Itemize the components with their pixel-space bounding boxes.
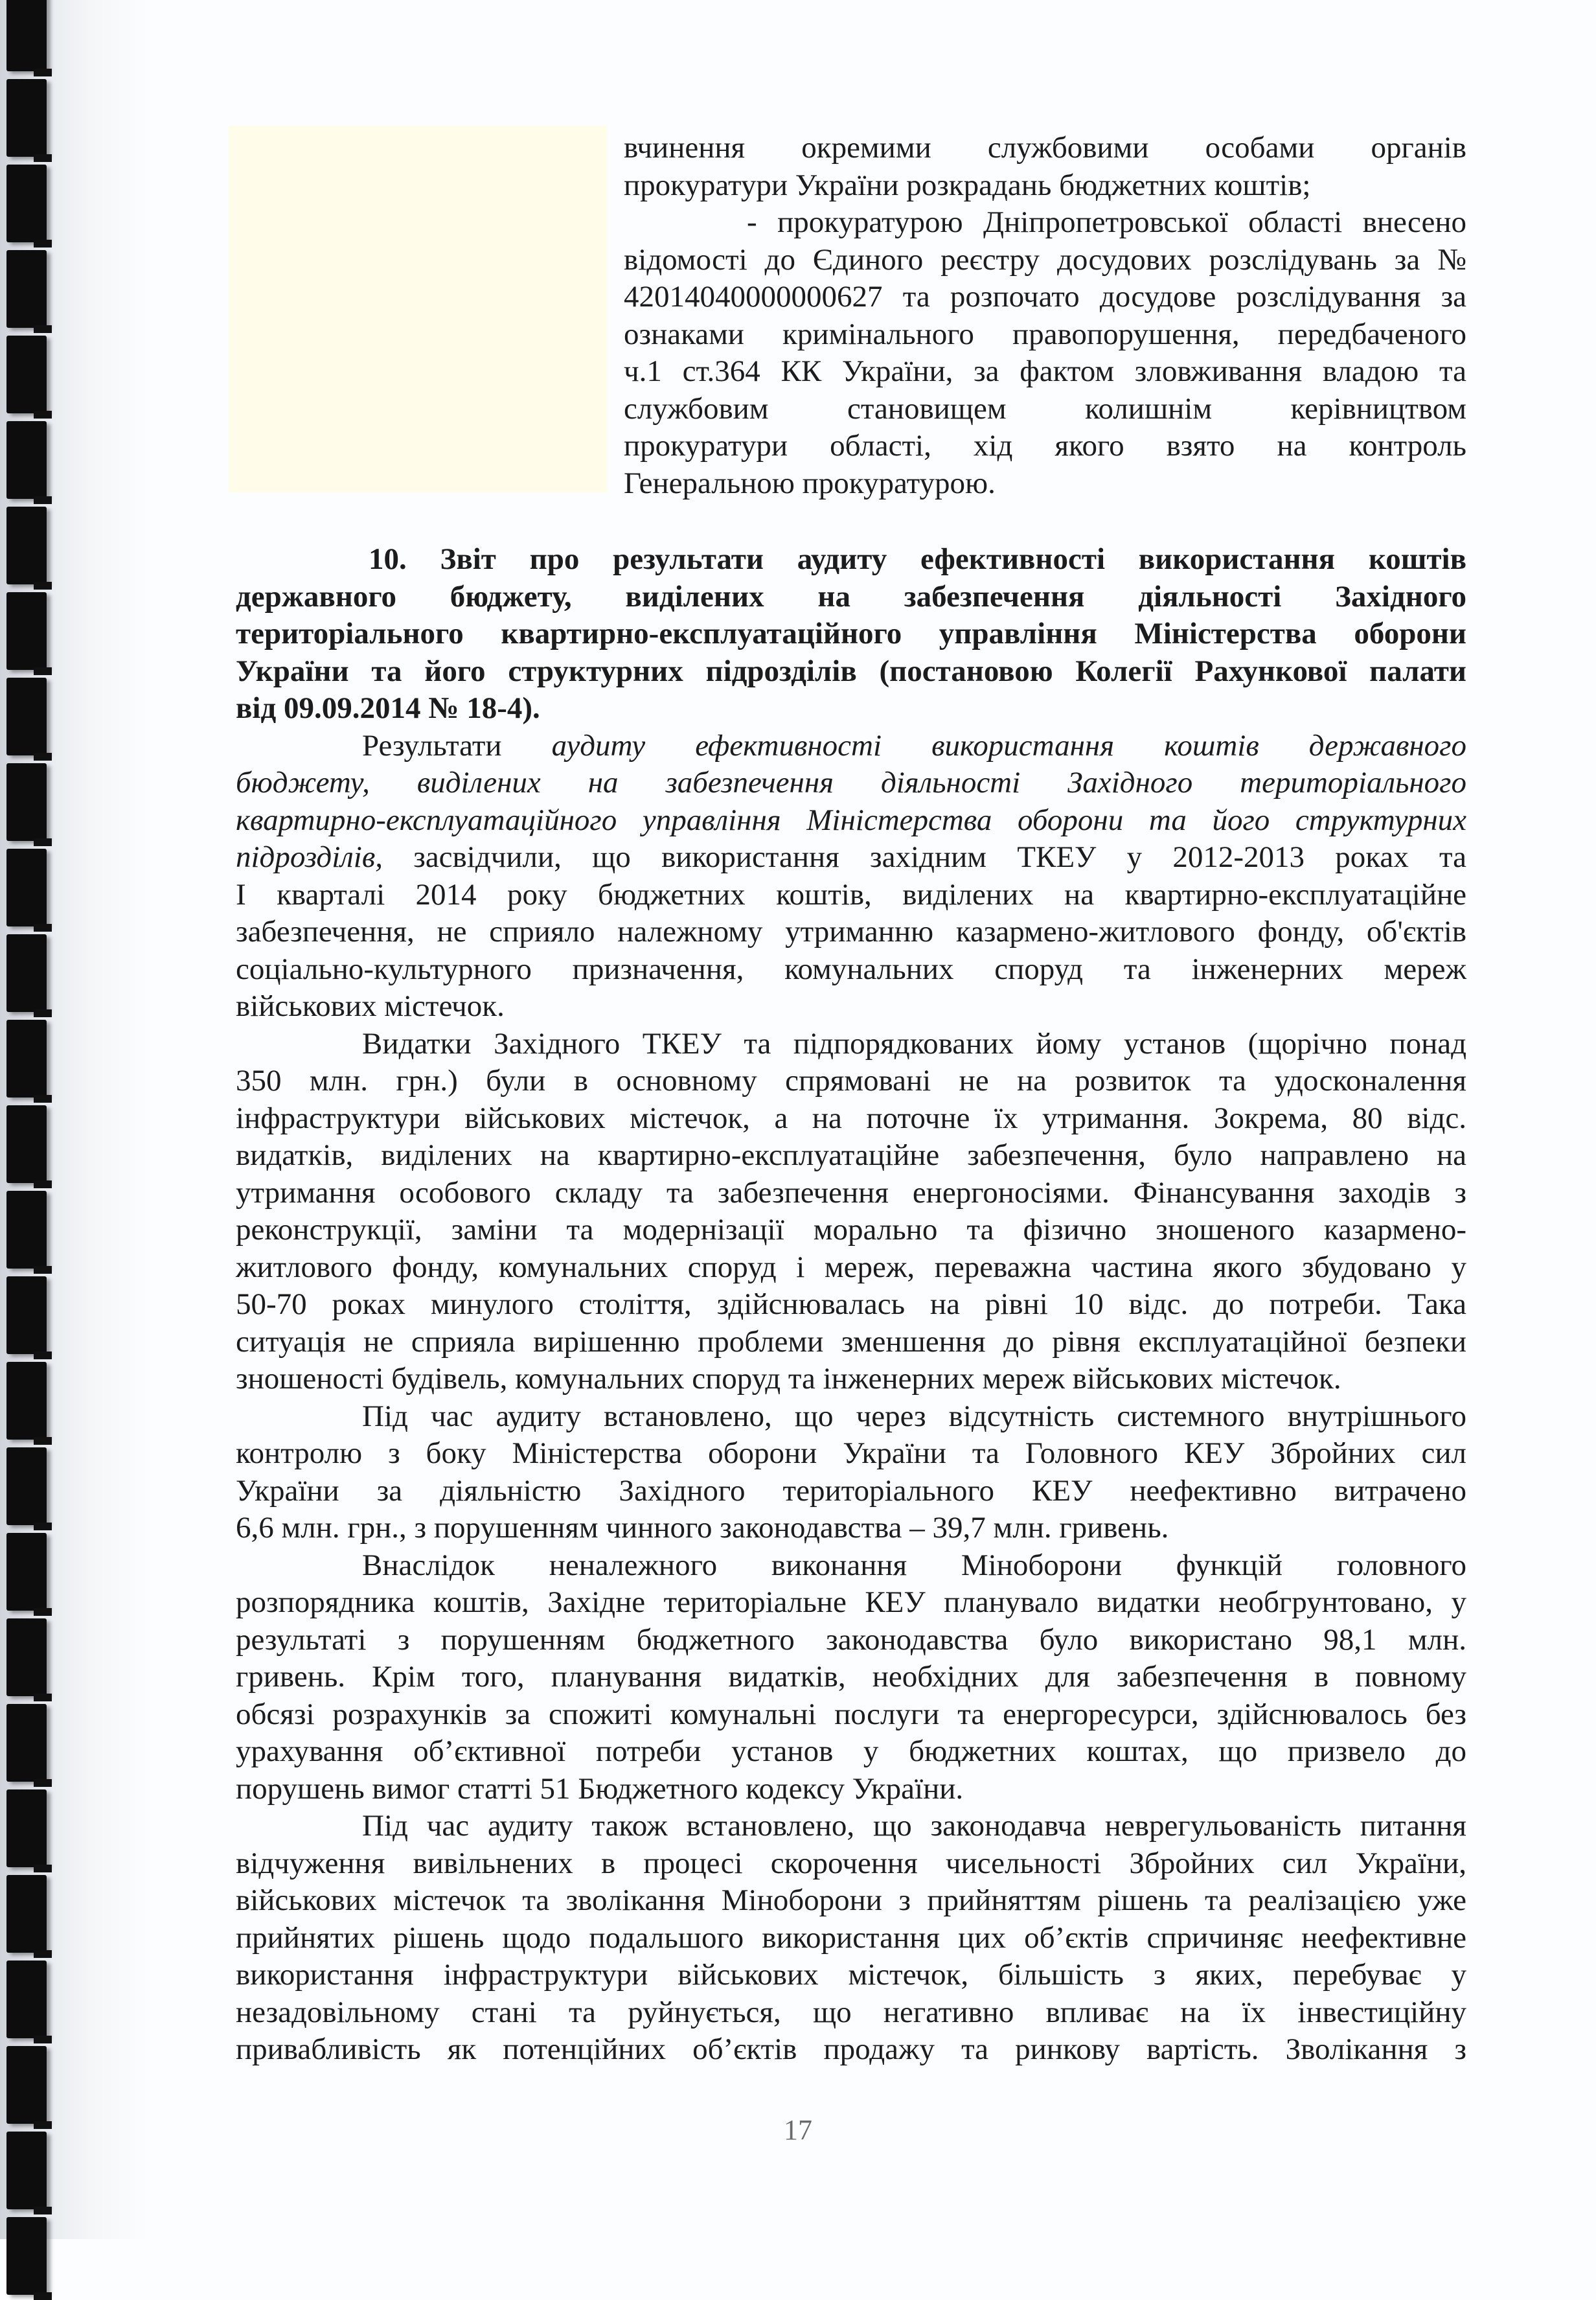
binding-hole bbox=[6, 763, 47, 841]
paragraph-line: житлового фонду, комунальних споруд і мереж, переважна частина якого збудовано у bbox=[236, 1250, 1466, 1284]
binding-hole bbox=[6, 165, 47, 242]
paragraph-line: Видатки Західного ТКЕУ та підпорядкованих йому установ (щорічно понад bbox=[362, 1026, 1466, 1061]
section-heading-line: 10. Звіт про результати аудиту ефективності використання коштів bbox=[369, 542, 1466, 576]
binding-hole bbox=[6, 1704, 47, 1782]
text-line: 42014040000000627 та розпочато досудове розслідування за bbox=[624, 280, 1466, 314]
paragraph-line bbox=[236, 839, 1466, 877]
section-heading-line: від 09.09.2014 № 18-4). bbox=[236, 691, 540, 725]
binding-hole bbox=[6, 1618, 47, 1696]
paragraph-line: обсязі розрахунків за спожиті комунальні послуги та енергоресурси, здійснювалось без bbox=[236, 1697, 1466, 1731]
section-heading-line: державного бюджету, виділених на забезпечення діяльності Західного bbox=[236, 579, 1466, 614]
binding-hole bbox=[6, 934, 47, 1012]
binding-hole bbox=[6, 1020, 47, 1098]
binding-hole bbox=[6, 1961, 47, 2038]
italic-text: підрозділів, bbox=[236, 840, 383, 874]
paragraph-line: видатків, виділених на квартирно-експлуатаційне забезпечення, було направлено на bbox=[236, 1138, 1466, 1172]
paragraph-line: 50-70 роках минулого століття, здійснювалась на рівні 10 відс. до потреби. Така bbox=[236, 1287, 1466, 1321]
paragraph-line: інфраструктури військових містечок, а на поточне їх утримання. Зокрема, 80 відс. bbox=[236, 1101, 1466, 1135]
paragraph-line: прийнятих рішень щодо подальшого використання цих об’єктів спричиняє неефективне bbox=[236, 1920, 1466, 1955]
binding-hole bbox=[6, 79, 47, 157]
paragraph-line: урахування об’єктивної потреби установ у бюджетних коштах, що призвело до bbox=[236, 1734, 1466, 1768]
section-10 bbox=[236, 541, 1466, 2069]
paragraph-line: військових містечок. bbox=[236, 989, 505, 1023]
paragraph-line: контролю з боку Міністерства оборони України та Головного КЕУ Збройних сил bbox=[236, 1436, 1466, 1470]
binding-hole bbox=[6, 336, 47, 413]
paragraph-line: України за діяльністю Західного територіального КЕУ неефективно витрачено bbox=[236, 1473, 1466, 1508]
paragraph-line bbox=[236, 802, 1466, 840]
text-line: прокуратури області, хід якого взято на контроль bbox=[624, 429, 1466, 463]
paragraph-line: реконструкції, заміни та модернізації морально та фізично зношеного казармено- bbox=[236, 1213, 1466, 1247]
paragraph-line: Під час аудиту встановлено, що через відсутність системного внутрішнього bbox=[362, 1399, 1466, 1433]
paragraph-line: відчуження вивільнених в процесі скорочення чисельності Збройних сил України, bbox=[236, 1846, 1466, 1880]
binding-hole bbox=[6, 1789, 47, 1867]
italic-text: аудиту ефективності використання коштів державного bbox=[551, 728, 1467, 763]
binding-hole bbox=[6, 1276, 47, 1354]
binding-hole bbox=[6, 1875, 47, 1953]
binding-hole bbox=[6, 1105, 47, 1183]
section-heading-line: України та його структурних підрозділів (постановою Колегії Рахункової палати bbox=[236, 654, 1466, 688]
paragraph-line: результаті з порушенням бюджетного законодавства було використано 98,1 млн. bbox=[236, 1622, 1466, 1657]
binding-hole bbox=[6, 849, 47, 926]
text-line: вчинення окремими службовими особами органів bbox=[624, 131, 1466, 165]
paragraph-line: забезпечення, не сприяло належному утриманню казармено-житлового фонду, об'єктів bbox=[236, 915, 1466, 949]
paragraph-line: розпорядника коштів, Західне територіальне КЕУ планувало видатки необгрунтовано, у bbox=[236, 1585, 1466, 1619]
paragraph-line: 350 млн. грн.) були в основному спрямовані не на розвиток та удосконалення bbox=[236, 1064, 1466, 1098]
paragraph-line: І кварталі 2014 року бюджетних коштів, виділених на квартирно-експлуатаційне bbox=[236, 877, 1466, 912]
binding-hole bbox=[6, 1533, 47, 1611]
italic-text: квартирно-експлуатаційного управління Міністерства оборони та його структурних bbox=[236, 803, 1466, 837]
paragraph-line: порушень вимог статті 51 Бюджетного кодексу України. bbox=[236, 1771, 964, 1806]
binding-hole bbox=[6, 2217, 47, 2295]
continued-text-block bbox=[624, 130, 1466, 502]
text-line: Генеральною прокуратурою. bbox=[624, 466, 996, 500]
binding-hole bbox=[6, 507, 47, 584]
binding-hole bbox=[6, 0, 47, 71]
paragraph-line: ситуація не сприяла вирішенню проблеми зменшення до рівня експлуатаційної безпеки bbox=[236, 1324, 1466, 1359]
section-heading-line: територіального квартирно-експлуатаційного управління Міністерства оборони bbox=[236, 617, 1466, 650]
paragraph-line: Внаслідок неналежного виконання Міноборони функцій головного bbox=[362, 1548, 1466, 1582]
binding-hole bbox=[6, 421, 47, 499]
paragraph-line: військових містечок та зволікання Міноборони з прийняттям рішень та реалізацією уже bbox=[236, 1883, 1466, 1917]
text: Результати bbox=[362, 728, 502, 763]
binding-hole bbox=[6, 250, 47, 328]
text: засвідчили, що використання західним ТКЕУ у 2012-2013 роках та bbox=[413, 840, 1467, 874]
text-line: прокуратури України розкрадань бюджетних коштів; bbox=[624, 168, 1311, 202]
paragraph-line bbox=[236, 765, 1466, 802]
text-line: - прокуратурою Дніпропетровської області внесено bbox=[747, 205, 1466, 239]
binding-hole bbox=[6, 2046, 47, 2124]
text-line: ознаками кримінального правопорушення, передбаченого bbox=[624, 317, 1466, 351]
text-line: ч.1 ст.364 КК України, за фактом зловживання владою та bbox=[624, 354, 1466, 388]
binding-hole bbox=[6, 1191, 47, 1269]
paragraph-line: використання інфраструктури військових містечок, більшість з яких, перебуває у bbox=[236, 1958, 1466, 1992]
page-number: 17 bbox=[784, 2114, 812, 2146]
paragraph-line: гривень. Крім того, планування видатків, необхідних для забезпечення в повному bbox=[236, 1660, 1466, 1694]
text-line: службовим становищем колишнім керівництвом bbox=[624, 391, 1466, 426]
binding-hole bbox=[6, 1362, 47, 1440]
binding-hole bbox=[6, 592, 47, 670]
highlighted-blank-area bbox=[229, 126, 607, 492]
binding-hole bbox=[6, 678, 47, 755]
text-line: відомості до Єдиного реєстру досудових розслідувань за № bbox=[624, 242, 1466, 277]
paragraph-line: утримання особового складу та забезпечення енергоносіями. Фінансування заходів з bbox=[236, 1175, 1466, 1210]
paragraph-line: Під час аудиту також встановлено, що законодавча неврегульованість питання bbox=[362, 1809, 1466, 1843]
paragraph-line: незадовільному стані та руйнується, що негативно впливає на їх інвестиційну bbox=[236, 1995, 1466, 2029]
paragraph-line: привабливість як потенційних об’єктів продажу та ринкову вартість. Зволікання з bbox=[236, 2032, 1466, 2066]
binding-hole bbox=[6, 1447, 47, 1525]
paragraph-line bbox=[236, 728, 1466, 765]
paragraph-line: 6,6 млн. грн., з порушенням чинного законодавства – 39,7 млн. гривень. bbox=[236, 1511, 1169, 1545]
paragraph-line: соціально-культурного призначення, комунальних споруд та інженерних мереж bbox=[236, 952, 1466, 986]
paragraph-line: зношеності будівель, комунальних споруд та інженерних мереж військових містечок. bbox=[236, 1362, 1341, 1396]
italic-text: бюджету, виділених на забезпечення діяльності Західного територіального bbox=[236, 766, 1466, 799]
